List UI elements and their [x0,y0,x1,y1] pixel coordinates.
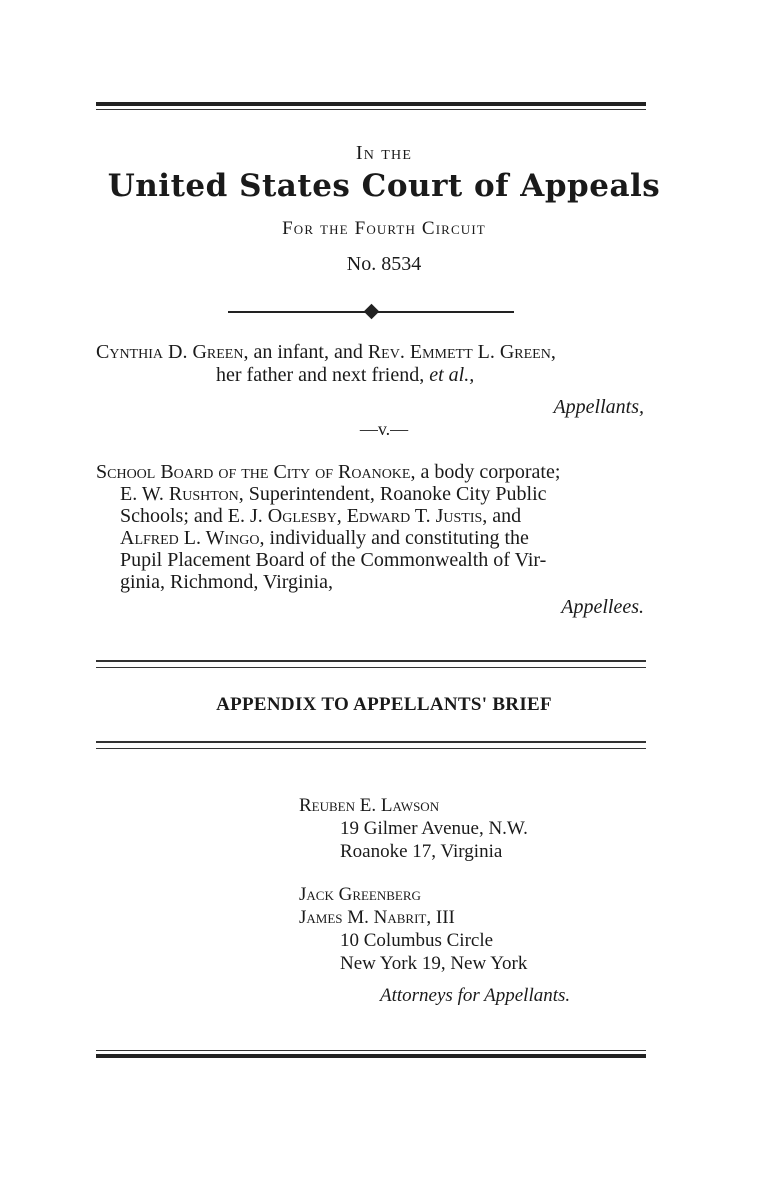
versus-label: —v.— [359,419,409,439]
appellees-line-3-a: Schools; and E. J. [120,505,268,527]
appendix-rule-top-2 [96,667,646,668]
counsel-nabrit: James M. Nabrit, III [299,907,455,928]
appellees-line-2 [120,483,547,505]
diamond-ornament-icon [364,304,380,320]
counsel-role: Attorneys for Appellants. [380,985,571,1006]
appellees-line-2-a: E. W. [120,483,169,505]
case-number: No. 8534 [346,253,422,275]
appellees-line-1-rest: , a body corporate; [410,461,561,483]
top-rule-under [96,109,646,110]
appellee-rushton: Rushton [168,483,239,505]
appellants-line-1 [96,341,556,363]
appellants-line-2-text: her father and next friend, [216,364,430,386]
appellees-role: Appellees. [561,596,644,618]
in-the-label: In the [355,142,413,164]
court-name: United States Court of Appeals [107,168,661,204]
et-al: et al., [429,364,475,386]
appellees-line-3-b: , [336,505,347,527]
counsel-greenberg: Jack Greenberg [299,884,421,905]
appellants-line-1-end: , [550,341,556,363]
counsel-nabrit-addr-1: 10 Columbus Circle [340,930,494,951]
bottom-rule [96,1054,646,1058]
appellees-line-3 [120,505,521,527]
counsel-lawson-addr-2: Roanoke 17, Virginia [340,841,503,862]
top-rule [96,102,646,106]
appellees-line-3-c: , and [482,505,522,527]
appellants-role: Appellants, [553,396,644,418]
appellee-school-board: School Board of the City of Roanoke [96,461,411,483]
appellant-name-2: Rev. Emmett L. Green [367,341,551,363]
appellants-line-2 [216,364,474,386]
appellees-line-4-rest: , individually and constituting the [259,527,529,549]
bottom-rule-over [96,1050,646,1051]
appellees-line-1 [96,461,560,483]
appendix-rule-top-1 [96,660,646,662]
appellant-name-1: Cynthia D. Green [96,341,244,363]
appellees-line-5: Pupil Placement Board of the Commonwealth of Vir- [120,549,547,571]
appellees-line-4 [120,527,529,549]
appellee-oglesby: Oglesby [267,505,337,527]
appellees-line-2-rest: , Superintendent, Roanoke City Public [238,483,547,505]
appendix-title: APPENDIX TO APPELLANTS' BRIEF [216,694,552,715]
counsel-lawson: Reuben E. Lawson [299,795,440,816]
appendix-rule-bottom-2 [96,748,646,749]
appellants-line-1-mid: , an infant, and [243,341,368,363]
appellees-line-6: ginia, Richmond, Virginia, [120,571,334,593]
appellee-wingo: Alfred L. Wingo [120,527,260,549]
counsel-lawson-addr-1: 19 Gilmer Avenue, N.W. [340,818,528,839]
appendix-rule-bottom-1 [96,741,646,743]
appellee-justis: Edward T. Justis [346,505,483,527]
circuit-label: For the Fourth Circuit [282,218,486,239]
counsel-nabrit-addr-2: New York 19, New York [340,953,528,974]
